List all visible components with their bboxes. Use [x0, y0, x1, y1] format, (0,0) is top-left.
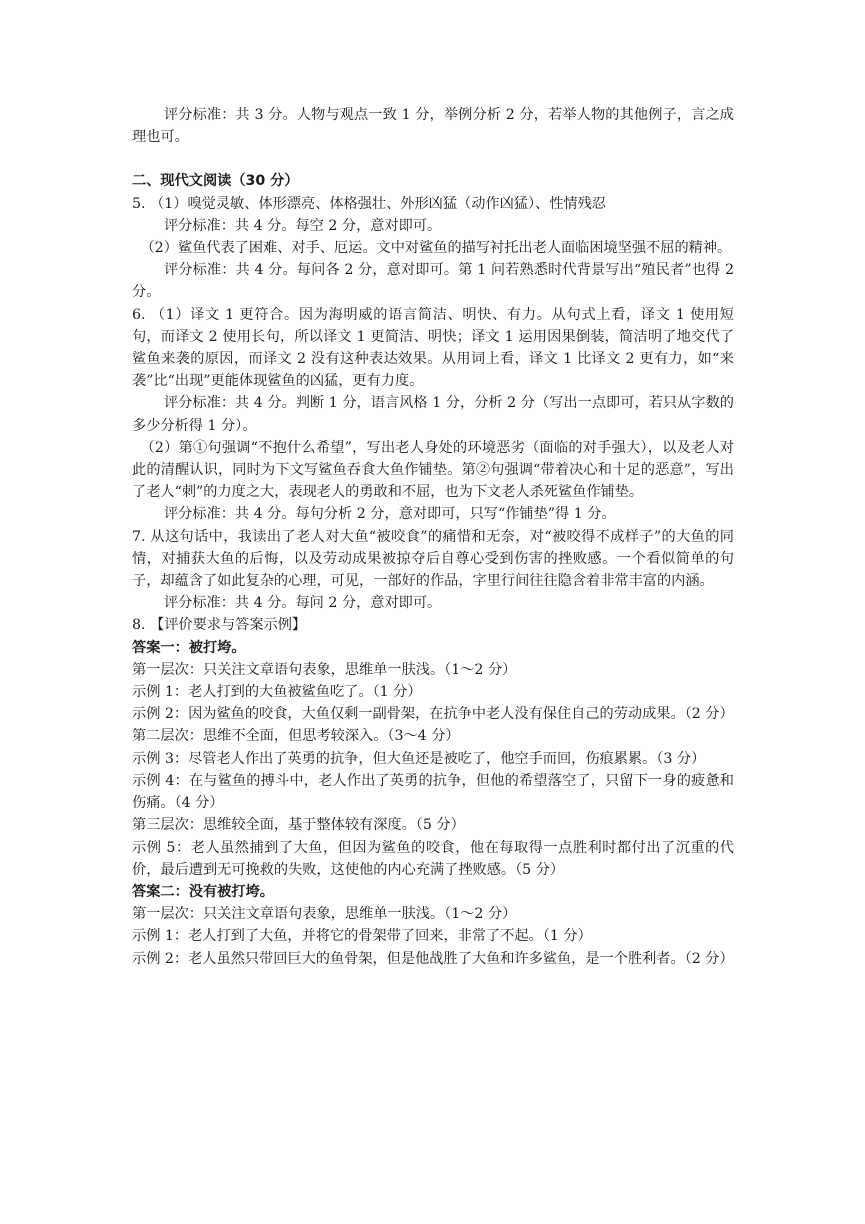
level-3-description: 第三层次：思维较全面，基于整体较有深度。（5 分）: [132, 817, 465, 834]
scoring-note-6-1: 评分标准：共 4 分。判断 1 分，语言风格 1 分，分析 2 分（写出一点即可，若只从字数的多少分析得 1 分）。: [132, 395, 734, 434]
example-1: 示例 1：老人打到的大鱼被鲨鱼吃了。（1 分）: [132, 684, 422, 701]
answer-8-heading: 8. 【评价要求与答案示例】: [132, 617, 307, 634]
level-2-description: 第二层次：思维不全面，但思考较深入。（3～4 分）: [132, 728, 460, 745]
example-5: 示例 5：老人虽然捕到了大鱼，但因为鲨鱼的咬食，他在每取得一点胜利时都付出了沉重的代价，最后遭到无可挽救的失败，这使他的内心充满了挫败感。（5 分）: [132, 839, 734, 878]
scoring-note-5-1: 评分标准：共 4 分。每空 2 分，意对即可。: [163, 217, 442, 234]
scoring-note-5-2: 评分标准：共 4 分。每问各 2 分，意对即可。第 1 问若熟悉时代背景写出“殖民者”也得 2 分。: [132, 262, 734, 301]
document-page: [132, 104, 734, 970]
scoring-note-6-2: 评分标准：共 4 分。每句分析 2 分，意对即可，只写“作铺垫”得 1 分。: [163, 506, 616, 523]
example-3: 示例 3：尽管老人作出了英勇的抗争，但大鱼还是被吃了，他空手而回，伤痕累累。（3 分）: [132, 750, 706, 767]
answer-6-1: 6. （1）译文 1 更符合。因为海明威的语言简洁、明快、有力。从句式上看，译文 1 使用短句，而译文 2 使用长句，所以译文 1 更简洁、明快；译文 1 运用因果倒装，简洁明了地交代了鲨鱼来袭的原因，而译文 2 没有这种表达效果。从用词上看，译文 1 比译文 2 更有力，如“来袭”比“出现”更能体现鲨鱼的凶猛，更有力度。: [132, 306, 734, 390]
example-2: 示例 2：因为鲨鱼的咬食，大鱼仅剩一副骨架，在抗争中老人没有保住自己的劳动成果。（2 分）: [132, 706, 734, 723]
answer-6-2: （2）第①句强调“不抱什么希望”，写出老人身处的环境恶劣（面临的对手强大），以及老人对此的清醒认识，同时为下文写鲨鱼吞食大鱼作铺垫。第②句强调“带着决心和十足的恶意”，写出了老人“刺”的力度之大，表现老人的勇敢和不屈，也为下文老人杀死鲨鱼作铺垫。: [132, 439, 734, 501]
example-4: 示例 4：在与鲨鱼的搏斗中，老人作出了英勇的抗争，但他的希望落空了，只留下一身的疲惫和伤痛。（4 分）: [132, 772, 734, 812]
answer-7: 7. 从这句话中，我读出了老人对大鱼“被咬食”的痛惜和无奈，对“被咬得不成样子”的大鱼的同情，对捕获大鱼的后悔，以及劳动成果被掠夺后自尊心受到伤害的挫败感。一个看似简单的句子，却蕴含了如此复杂的心理，可见，一部好的作品，字里行间往往隐含着非常丰富的内涵。: [132, 528, 734, 590]
example-1-b: 示例 1：老人打到了大鱼，并将它的骨架带了回来，非常了不起。（1 分）: [132, 928, 592, 945]
level-1-description-2: 第一层次：只关注文章语句表象，思维单一肤浅。（1～2 分）: [132, 906, 517, 923]
answer-5-2: （2）鲨鱼代表了困难、对手、厄运。文中对鲨鱼的描写衬托出老人面临困境坚强不屈的精神。: [140, 240, 732, 257]
scoring-note-1: 评分标准：共 3 分。人物与观点一致 1 分，举例分析 2 分，若举人物的其他例子，言之成理也可。: [132, 107, 734, 146]
example-2-b: 示例 2：老人虽然只带回巨大的鱼骨架，但是他战胜了大鱼和许多鲨鱼，是一个胜利者。（2 分）: [132, 950, 734, 967]
section-heading-modern-reading: 二、现代文阅读（30 分）: [132, 173, 299, 190]
spacer: [132, 148, 734, 170]
answer-option-1-title: 答案一：被打垮。: [132, 639, 246, 656]
scoring-note-7: 评分标准：共 4 分。每问 2 分，意对即可。: [163, 595, 442, 612]
answer-option-2-title: 答案二：没有被打垮。: [132, 883, 274, 900]
level-1-description: 第一层次：只关注文章语句表象，思维单一肤浅。（1～2 分）: [132, 661, 517, 678]
answer-5-1: 5. （1）嗅觉灵敏、体形漂亮、体格强壮、外形凶猛（动作凶猛）、性情残忍: [132, 195, 606, 212]
